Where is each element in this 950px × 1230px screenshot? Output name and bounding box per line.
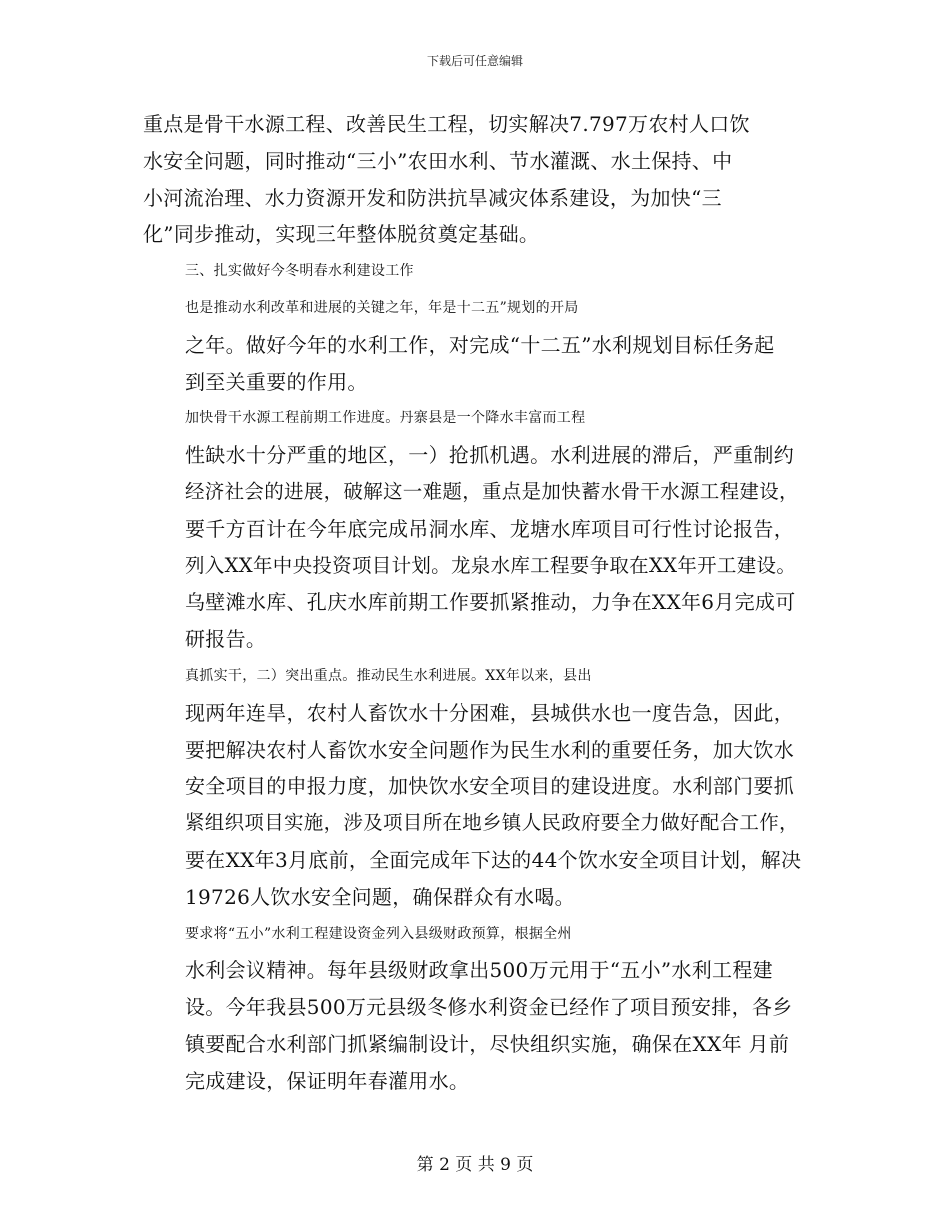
text-line: 设。今年我县500万元县级冬修水利资金已经作了项目预安排，各乡 (185, 995, 793, 1020)
document-body (143, 106, 811, 1100)
text-line: 经济社会的进展，破解这一难题，重点是加快蓄水骨干水源工程建设， (185, 479, 799, 503)
text-line: 要求将“五小”水利工程建设资金列入县级财政预算，根据全州 (185, 925, 572, 942)
text-line: 小河流治理、水力资源开发和防洪抗旱减灾体系建设，为加快“三 (143, 185, 722, 210)
text-line: 完成建设，保证明年春灌用水。 (185, 1068, 470, 1093)
text-line: 要在XX年3月底前，全面完成年下达的44个饮水安全项目计划，解决 (185, 847, 802, 872)
text-line: 水利会议精神。每年县级财政拿出500万元用于“五小”水利工程建 (185, 958, 773, 983)
text-line: 19726人饮水安全问题，确保群众有水喝。 (185, 884, 575, 909)
paragraph (143, 916, 811, 1100)
text-line: 列入XX年中央投资项目计划。龙泉水库工程要争取在XX年开工建设。 (185, 553, 797, 577)
text-line: 研报告。 (185, 627, 267, 652)
text-line: 要把解决农村人畜饮水安全问题作为民生水利的重要任务，加大饮水 (185, 737, 794, 762)
text-line: 安全项目的申报力度，加快饮水安全项目的建设进度。水利部门要抓 (185, 774, 794, 799)
text-line: 水安全问题，同时推动“三小”农田水利、节水灌溉、水土保持、中 (143, 148, 733, 173)
text-line: 到至关重要的作用。 (185, 369, 368, 394)
text-line: 三、扎实做好今冬明春水利建设工作 (185, 263, 414, 280)
page-footer: 第 2 页 共 9 页 (416, 1155, 534, 1175)
text-line: 镇要配合水利部门抓紧编制设计，尽快组织实施，确保在XX年 月前 (185, 1031, 790, 1056)
paragraph (143, 106, 811, 253)
text-line: 性缺水十分严重的地区，一）抢抓机遇。水利进展的滞后，严重制约 (185, 443, 794, 468)
paragraph (143, 253, 811, 290)
text-line: 加快骨干水源工程前期工作进度。丹寨县是一个降水丰富而工程 (185, 410, 586, 427)
paragraph (143, 290, 811, 400)
text-line: 乌壁滩水库、孔庆水库前期工作要抓紧推动，力争在XX年6月完成可 (185, 590, 796, 615)
text-line: 也是推动水利改革和进展的关键之年，年是十二五”规划的开局 (185, 299, 579, 316)
text-line: 现两年连旱，农村人畜饮水十分困难，县城供水也一度告急，因此， (185, 700, 794, 725)
paragraph (143, 400, 811, 658)
paragraph (143, 658, 811, 916)
page-header: 下载后可任意编辑 (426, 54, 523, 68)
text-line: 化”同步推动，实现三年整体脱贫奠定基础。 (143, 222, 540, 247)
text-line: 要千方百计在今年底完成吊洞水库、龙塘水库项目可行性讨论报告， (185, 516, 794, 541)
text-line: 紧组织项目实施，涉及项目所在地乡镇人民政府要全力做好配合工作， (185, 811, 799, 835)
text-line: 重点是骨干水源工程、改善民生工程，切实解决7.797万农村人口饮 (143, 112, 750, 136)
text-line: 真抓实干，二）突出重点。推动民生水利进展。XX年以来，县出 (185, 667, 592, 684)
text-line: 之年。做好今年的水利工作，对完成“十二五”水利规划目标任务起 (185, 332, 775, 357)
